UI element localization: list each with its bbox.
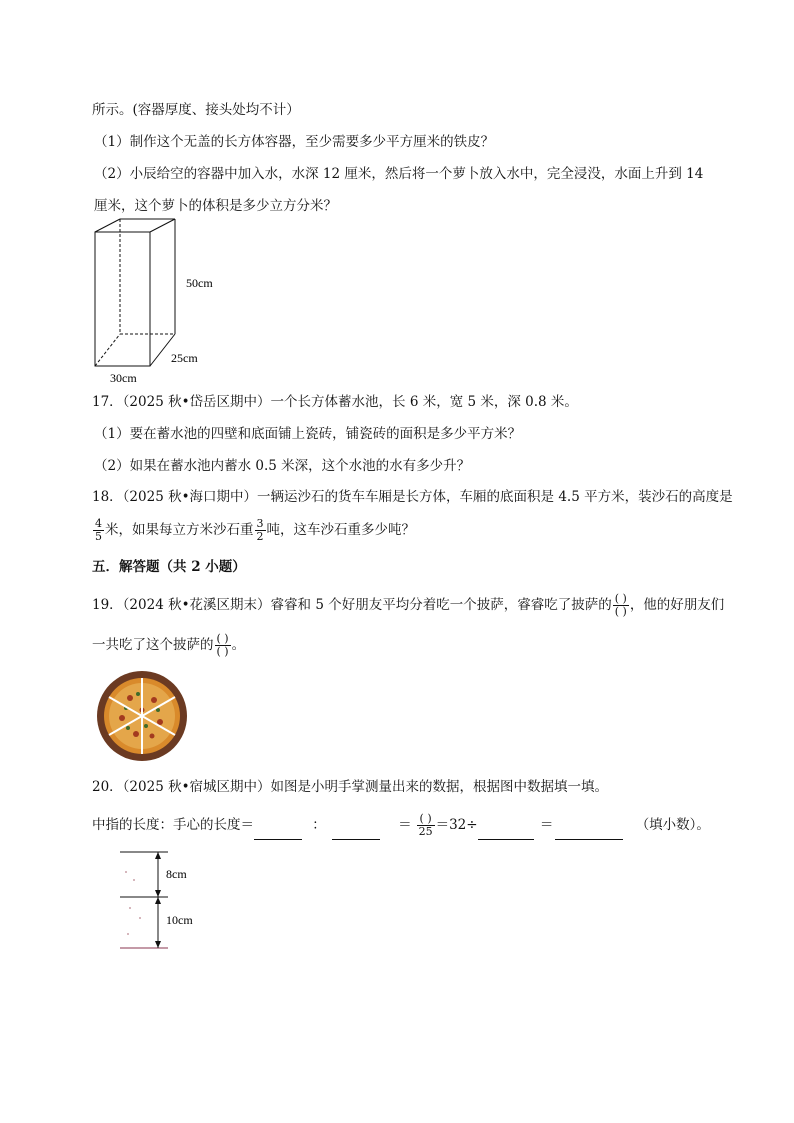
- blank-fraction-friends[interactable]: $\frac{( )}{( )}$: [216, 632, 229, 658]
- q20-fill-line: 中指的长度：手心的长度＝ ： ＝ $\frac{( )}{25}$ ＝32÷ ＝ （填小数）。: [92, 812, 710, 838]
- q18-line2: $\frac{4}{5}$ 米，如果每立方米沙石重 $\frac{3}{2}$ 吨，这车沙石重多少吨？: [95, 517, 415, 543]
- q17-stem: 17．（2025 秋•岱岳区期中）一个长方体蓄水池，长 6 米，宽 5 米，深 0.8 米。: [92, 394, 578, 410]
- cuboid-front-face: [95, 232, 150, 366]
- blank-decimal[interactable]: [555, 825, 623, 840]
- hand-measurement-figure: [114, 848, 214, 952]
- blank-middle-finger[interactable]: [254, 825, 302, 840]
- q16-part1: （1）制作这个无盖的长方体容器，至少需要多少平方厘米的铁皮？: [94, 134, 495, 150]
- cuboid-container-figure: [88, 214, 248, 388]
- q16-part2-line2: 厘米，这个萝卜的体积是多少立方分米？: [94, 198, 337, 214]
- pizza-image: [96, 670, 188, 762]
- blank-divisor[interactable]: [478, 825, 534, 840]
- q18-stem: 18．（2025 秋•海口期中）一辆运沙石的货车车厢是长方体，车厢的底面积是 4.5 平方米，装沙石的高度是: [92, 489, 733, 505]
- fraction-three-halves: $\frac{3}{2}$: [256, 517, 264, 543]
- cuboid-length-label: 30cm: [110, 371, 137, 385]
- blank-fraction-over-25[interactable]: $\frac{( )}{25}$: [418, 812, 433, 838]
- blank-palm[interactable]: [332, 825, 380, 840]
- q20-stem: 20．（2025 秋•宿城区期中）如图是小明手掌测量出来的数据，根据图中数据填一填。: [92, 779, 609, 795]
- cuboid-height-label: 50cm: [186, 276, 213, 290]
- blank-fraction-ruirui[interactable]: $\frac{( )}{( )}$: [614, 592, 627, 618]
- section-title: 五．解答题（共 2 小题）: [92, 559, 246, 575]
- q16-intro-tail: 所示。(容器厚度、接头处均不计）: [92, 102, 300, 118]
- q17-part1: （1）要在蓄水池的四壁和底面铺上瓷砖，铺瓷砖的面积是多少平方米？: [94, 426, 522, 442]
- top-measure-label: 8cm: [166, 867, 187, 881]
- q19-stem: 19．（2024 秋•花溪区期末）睿睿和 5 个好朋友平均分着吃一个披萨，睿睿吃了披萨的 $\frac{( )}{( )}$ ，他的好朋友们: [92, 592, 725, 618]
- q19-line2: 一共吃了这个披萨的 $\frac{( )}{( )}$ 。: [92, 632, 246, 658]
- cuboid-width-label: 25cm: [171, 351, 198, 365]
- q16-part2-line1: （2）小辰给空的容器中加入水，水深 12 厘米，然后将一个萝卜放入水中，完全浸没，水面上升到 14: [94, 166, 704, 182]
- q17-part2: （2）如果在蓄水池内蓄水 0.5 米深，这个水池的水有多少升？: [94, 458, 471, 474]
- fraction-four-fifths: $\frac{4}{5}$: [95, 517, 102, 543]
- bottom-measure-label: 10cm: [166, 913, 193, 927]
